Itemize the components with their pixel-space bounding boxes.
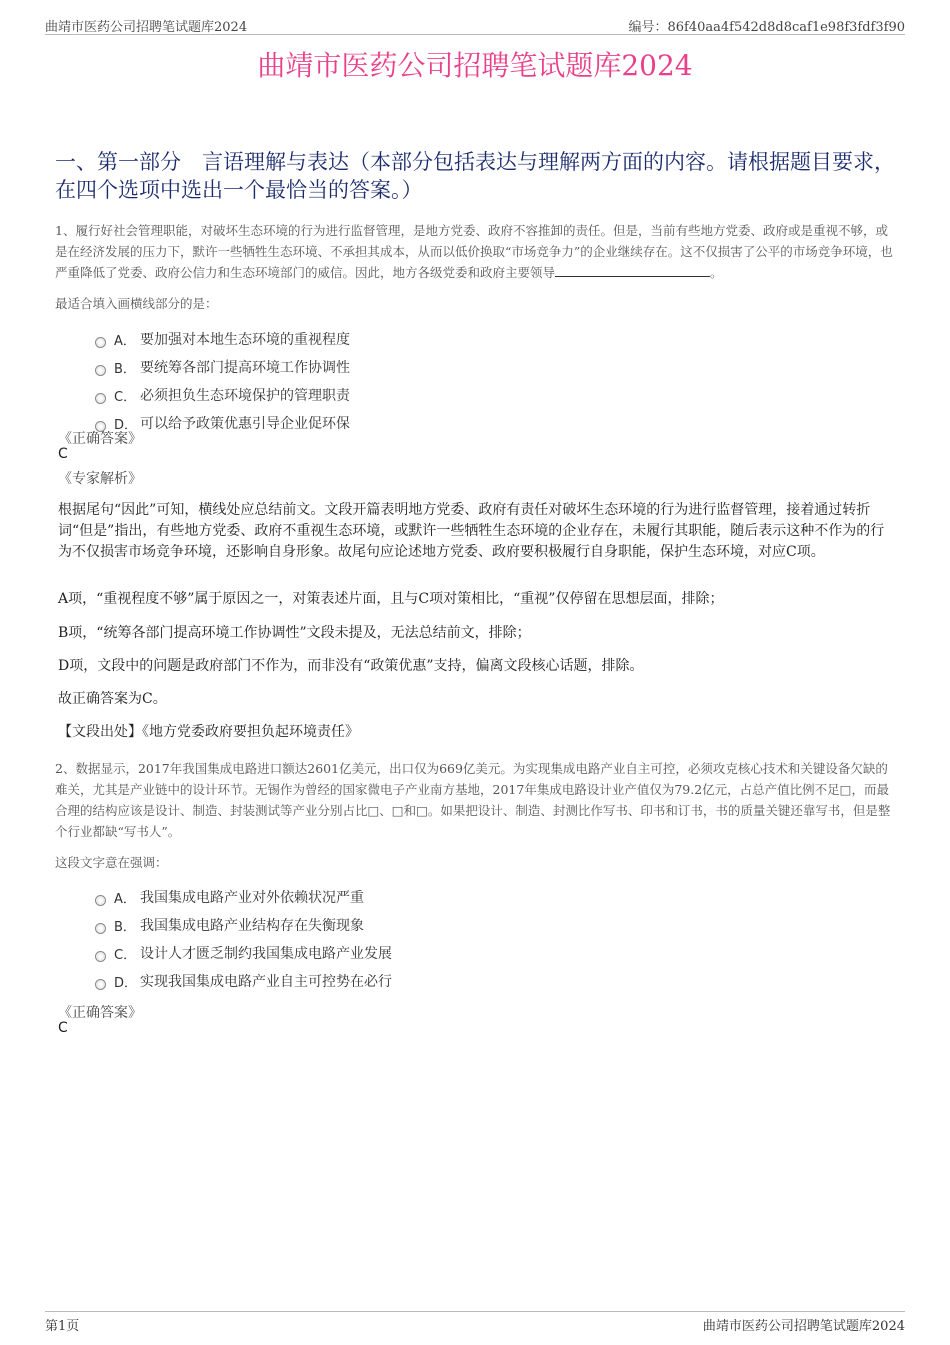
q1-options <box>95 325 350 437</box>
q2-prompt: 这段文字意在强调： <box>55 855 168 870</box>
header-title: 曲靖市医药公司招聘笔试题库2024 <box>45 20 248 35</box>
q1-analysis-p4: D项，文段中的问题是政府部门不作为，而非没有“政策优惠”支持，偏离文段核心话题，排除。 <box>58 658 644 674</box>
radio-icon[interactable] <box>95 895 106 906</box>
option-text: 必须担负生态环境保护的管理职责 <box>140 388 350 404</box>
q1-stem-end: 。 <box>710 265 723 280</box>
q2-option-a[interactable] <box>95 883 392 911</box>
option-letter: B． <box>114 361 136 377</box>
section-heading: 一、第一部分 言语理解与表达（本部分包括表达与理解两方面的内容。请根据题目要求，在四个选项中选出一个最恰当的答案。） <box>55 150 895 202</box>
option-letter: D． <box>114 417 138 433</box>
option-letter: A． <box>114 891 136 907</box>
q1-source: 【文段出处】《地方党委政府要担负起环境责任》 <box>58 724 359 740</box>
option-letter: C． <box>114 947 137 963</box>
q2-answer: C <box>58 1020 68 1036</box>
q1-option-a[interactable] <box>95 325 350 353</box>
q2-option-b[interactable] <box>95 911 392 939</box>
q1-prompt: 最适合填入画横线部分的是： <box>55 296 218 311</box>
document-title: 曲靖市医药公司招聘笔试题库2024 <box>257 49 693 82</box>
q1-analysis-p1: 根据尾句“因此”可知，横线处应总结前文。文段开篇表明地方党委、政府有责任对破坏生态环境的行为进行监督管理，接着通过转折词“但是”指出，有些地方党委、政府不重视生态环境，或默许一些牺牲生态环境的企业存在，未履行其职能，随后表示这种不作为的行为不仅损害市场竞争环境，还影响自身形象。故尾句应论述地方党委、政府要积极履行自身职能，保护生态环境，对应C项。 <box>58 502 885 560</box>
q1-analysis-p3: B项，“统筹各部门提高环境工作协调性”文段未提及，无法总结前文，排除； <box>58 625 531 641</box>
option-letter: B． <box>114 919 136 935</box>
q1-answer-tag: 《正确答案》 <box>58 431 142 447</box>
option-text: 我国集成电路产业结构存在失衡现象 <box>140 918 364 934</box>
radio-icon[interactable] <box>95 393 106 404</box>
q2-answer-tag: 《正确答案》 <box>58 1005 142 1021</box>
q1-analysis-p5: 故正确答案为C。 <box>58 691 167 707</box>
q1-option-c[interactable] <box>95 381 350 409</box>
option-text: 可以给予政策优惠引导企业促环保 <box>140 416 350 432</box>
fill-blank-line <box>555 264 710 277</box>
q2-options <box>95 883 392 995</box>
page-number: 第1页 <box>45 1319 80 1334</box>
q1-option-b[interactable] <box>95 353 350 381</box>
radio-icon[interactable] <box>95 979 106 990</box>
q2-option-d[interactable] <box>95 967 392 995</box>
radio-icon[interactable] <box>95 951 106 962</box>
option-letter: C． <box>114 389 137 405</box>
page-header <box>45 14 905 35</box>
q1-analysis-p2: A项，“重视程度不够”属于原因之一，对策表述片面，且与C项对策相比，“重视”仅停留在思想层面，排除； <box>58 591 724 607</box>
option-letter: D． <box>114 975 138 991</box>
option-text: 我国集成电路产业对外依赖状况严重 <box>140 890 364 906</box>
option-text: 设计人才匮乏制约我国集成电路产业发展 <box>140 946 392 962</box>
radio-icon[interactable] <box>95 365 106 376</box>
q1-stem <box>55 220 900 283</box>
q2-stem: 2、数据显示，2017年我国集成电路进口额达2601亿美元，出口仅为669亿美元。为实现集成电路产业自主可控，必须攻克核心技术和关键设备欠缺的难关，尤其是产业链中的设计环节。无锡作为曾经的国家微电子产业南方基地，2017年集成电路设计业产值仅为79.2亿元，占总产值比例不足□，而最合理的结构应该是设计、制造、封装测试等产业分别占比□、□和□。如果把设计、制造、封测比作写书、印书和订书，书的质量关键还靠写书，但是整个行业都缺“写书人”。 <box>55 761 891 839</box>
radio-icon[interactable] <box>95 337 106 348</box>
q1-analysis-tag: 《专家解析》 <box>58 471 142 487</box>
footer-title: 曲靖市医药公司招聘笔试题库2024 <box>702 1319 905 1334</box>
page-footer <box>45 1311 905 1336</box>
q1-stem-text: 1、履行好社会管理职能，对破坏生态环境的行为进行监督管理，是地方党委、政府不容推卸的责任。但是，当前有些地方党委、政府或是重视不够，或是在经济发展的压力下，默许一些牺牲生态环境、不承担其成本，从而以低价换取“市场竞争力”的企业继续存在。这不仅损害了公平的市场竞争环境，也严重降低了党委、政府公信力和生态环境部门的威信。因此，地方各级党委和政府主要领导 <box>55 223 893 280</box>
radio-icon[interactable] <box>95 923 106 934</box>
option-text: 要加强对本地生态环境的重视程度 <box>140 332 350 348</box>
option-text: 实现我国集成电路产业自主可控势在必行 <box>140 974 392 990</box>
option-text: 要统筹各部门提高环境工作协调性 <box>140 360 350 376</box>
q2-option-c[interactable] <box>95 939 392 967</box>
q1-answer: C <box>58 446 68 462</box>
header-code: 编号：86f40aa4f542d8d8caf1e98f3fdf3f90 <box>628 20 905 35</box>
option-letter: A． <box>114 333 136 349</box>
